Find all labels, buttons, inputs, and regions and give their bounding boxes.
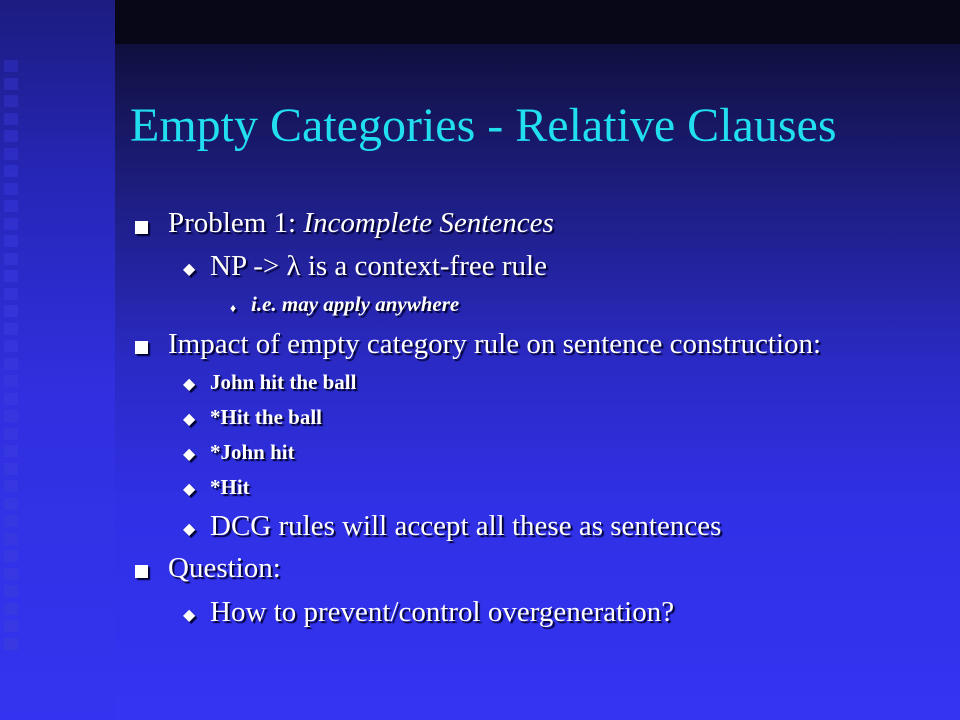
- decorative-square: [4, 393, 18, 405]
- decorative-square: [4, 60, 18, 72]
- bullet-example-2: *Hit the ball: [210, 405, 323, 429]
- decorative-square: [4, 550, 18, 562]
- bullet-np-rule: NP -> λ is a context-free rule: [210, 250, 547, 282]
- decorative-square: [4, 130, 18, 142]
- decorative-square: [4, 270, 18, 282]
- square-bullet-icon: [135, 341, 148, 354]
- decorative-square: [4, 323, 18, 335]
- bullet-example-4: *Hit: [210, 475, 250, 499]
- diamond-bullet-icon: ◆: [183, 261, 196, 278]
- bullet-overgeneration: How to prevent/control overgeneration?: [210, 596, 675, 628]
- decorative-square: [4, 95, 18, 107]
- bullet-problem-prefix: Problem 1:: [168, 207, 304, 239]
- small-diamond-bullet-icon: ♦: [230, 301, 237, 315]
- decorative-square: [4, 288, 18, 300]
- decorative-square: [4, 340, 18, 352]
- top-dark-band: [115, 0, 960, 44]
- decorative-square: [4, 445, 18, 457]
- diamond-bullet-icon: ◆: [183, 446, 196, 463]
- diamond-bullet-icon: ◆: [183, 481, 196, 498]
- square-pattern-strip: [4, 60, 26, 660]
- diamond-bullet-icon: ◆: [183, 521, 196, 538]
- decorative-square: [4, 235, 18, 247]
- decorative-square: [4, 638, 18, 650]
- bullet-question: Question:: [168, 552, 281, 584]
- bullet-apply-anywhere: i.e. may apply anywhere: [251, 292, 460, 316]
- diamond-bullet-icon: ◆: [183, 607, 196, 624]
- square-bullet-icon: [135, 565, 148, 578]
- decorative-square: [4, 568, 18, 580]
- decorative-square: [4, 165, 18, 177]
- decorative-square: [4, 305, 18, 317]
- bullet-dcg-rules: DCG rules will accept all these as sentences: [210, 510, 722, 542]
- bullet-impact: Impact of empty category rule on sentence construction:: [168, 328, 822, 360]
- decorative-square: [4, 78, 18, 90]
- decorative-square: [4, 463, 18, 475]
- decorative-square: [4, 200, 18, 212]
- decorative-square: [4, 148, 18, 160]
- decorative-square: [4, 603, 18, 615]
- bullet-problem-emphasis: Incomplete Sentences: [303, 207, 554, 239]
- decorative-square: [4, 113, 18, 125]
- square-bullet-icon: [135, 221, 148, 234]
- left-decorative-band: [0, 0, 115, 720]
- decorative-square: [4, 183, 18, 195]
- slide-title: Empty Categories - Relative Clauses: [130, 99, 837, 152]
- decorative-square: [4, 218, 18, 230]
- decorative-square: [4, 620, 18, 632]
- decorative-square: [4, 375, 18, 387]
- decorative-square: [4, 410, 18, 422]
- diamond-bullet-icon: ◆: [183, 411, 196, 428]
- bullet-problem: [168, 207, 554, 240]
- decorative-square: [4, 253, 18, 265]
- decorative-square: [4, 515, 18, 527]
- decorative-square: [4, 585, 18, 597]
- decorative-square: [4, 533, 18, 545]
- decorative-square: [4, 498, 18, 510]
- decorative-square: [4, 358, 18, 370]
- bullet-example-3: *John hit: [210, 440, 295, 464]
- decorative-square: [4, 480, 18, 492]
- diamond-bullet-icon: ◆: [183, 376, 196, 393]
- bullet-example-1: John hit the ball: [210, 370, 357, 394]
- decorative-square: [4, 428, 18, 440]
